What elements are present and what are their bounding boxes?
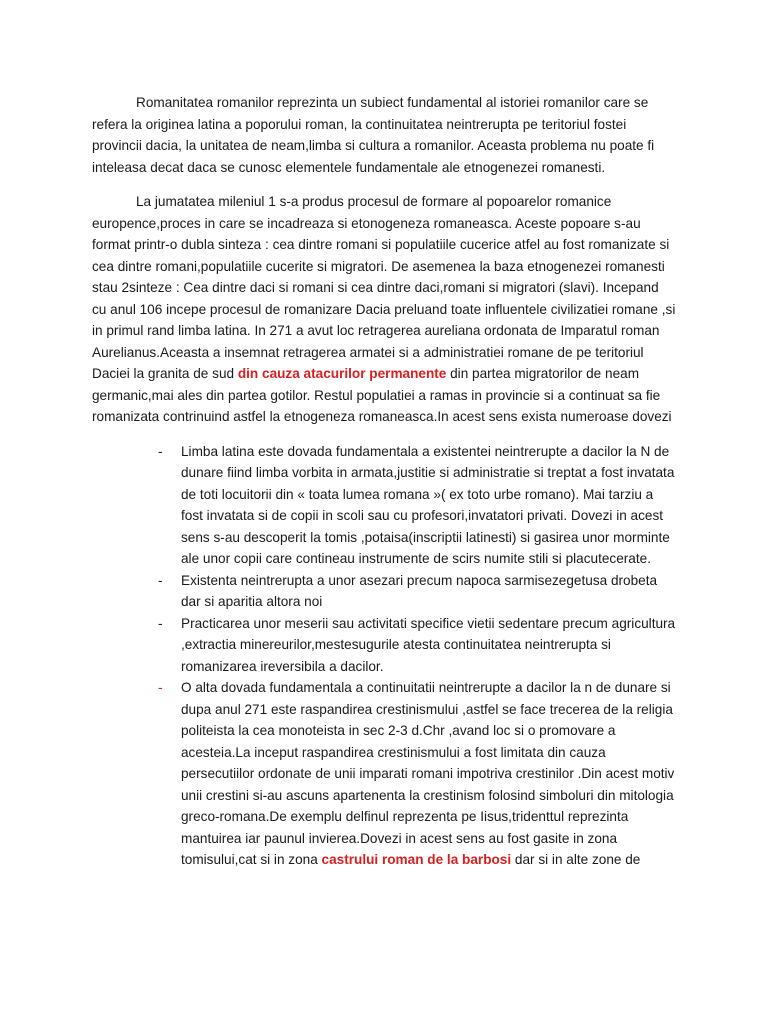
- paragraph-etnogeneza: [92, 191, 676, 428]
- list-item: [92, 677, 676, 871]
- paragraph-text: din partea migratorilor de neam germanic,mai ales din partea gotilor. Restul populatiei a ramas in provincie si a continuat sa fie romanizata contrinuind astfel la etnogeneza romaneasca.In acest sens exista numeroase dovezi: [92, 366, 672, 424]
- paragraph-intro: Romanitatea romanilor reprezinta un subiect fundamental al istoriei romanilor care se refera la originea latina a poporului roman, la continuitatea neintrerupta pe teritoriul fostei provincii dacia, la unitatea de neam,limba si cultura a romanilor. Aceasta problema nu poate fi inteleasa decat daca se cunosc elementele fundamentale ale etnogenezei romanesti.: [92, 95, 655, 175]
- list-dash: -: [158, 443, 163, 459]
- list-item-text: Existenta neintrerupta a unor asezari precum napoca sarmisezegetusa drobeta dar si aparitia altora noi: [181, 572, 658, 609]
- list-item-text-part: O alta dovada fundamentala a continuitatii neintrerupte a dacilor la n de dunare si dupa anul 271 este raspandirea crestinismului ,astfel se face trecerea de la religia politeista la cea monoteista in sec 2-3 d.Chr ,avand loc si o promovare a acesteia.La inceput raspandirea crestinismului a fost limitata din cauza persecutiilor ordonate de unii imparati romani impotriva crestinilor .Din acest motiv unii crestini si-au ascuns apartenenta la crestinism folosind simboluri din mitologia greco-romana.De exemplu delfinul reprezenta pe Iisus,tridenttul reprezinta mantuirea iar paunul invierea.Dovezi in acest sens au fost gasite in zona tomisului,cat si in zona: [181, 680, 675, 867]
- highlighted-phrase: din cauza atacurilor permanente: [237, 366, 447, 381]
- list-dash: -: [158, 572, 163, 588]
- list-item-text: Practicarea unor meserii sau activitati specifice vietii sedentare precum agricultura ,extractia minereurilor,mestesugurile atesta continuitatea neintrerupta si romanizarea ireversibila a dacilor.: [181, 615, 676, 674]
- paragraph-text: La jumatatea mileniul 1 s-a produs procesul de formare al popoarelor romanice europence,proces in care se incadreaza si etonogeneza romaneasca. Aceste popoare s-au format printr-o dubla sinteza : cea dintre romani si populatiile cucerice atfel au fost romanizate si cea dintre romani,populatiile cucerite si migratori. De asemenea la baza etnogenezei romanesti stau 2sinteze : Cea dintre daci si romani si cea dintre daci,romani si migratori (slavi). Incepand cu anul 106 incepe procesul de romanizare Dacia preluand toate influentele civilizatiei romane ,si in primul rand limba latina. In 271 a avut loc retragerea aureliana ordonata de Imparatul roman Aurelianus.Aceasta a insemnat retragerea armatei si a administratiei romane de pe teritoriul Daciei la granita de sud: [92, 194, 676, 381]
- list-dash: -: [158, 680, 163, 695]
- list-item-text: Limba latina este dovada fundamentala a existentei neintrerupte a dacilor la N de dunare fiind limba vorbita in armata,justitie si administratie si treptat a fost invatata de toti locuitorii din « toata lumea romana »( ex toto urbe romano). Mai tarziu a fost invatata si de copii in scoli sau cu profesori,invatatori privati. Dovezi in acest sens s-au descoperit la tomis ,potaisa(inscriptii latinesti) si gasirea unor morminte ale unor copii care contineau instrumente de scirs numite stili si placutecerate.: [181, 443, 675, 566]
- list-dash: -: [158, 615, 163, 631]
- list-item: [92, 570, 676, 613]
- document-body: [92, 92, 676, 871]
- list-item-text: [181, 680, 674, 867]
- highlighted-phrase: castrului roman de la barbosi: [321, 852, 512, 867]
- list-item: [92, 441, 676, 570]
- evidence-list: [92, 441, 676, 871]
- list-item-text-part: dar si in alte zone de: [511, 852, 641, 867]
- list-item: [92, 613, 676, 678]
